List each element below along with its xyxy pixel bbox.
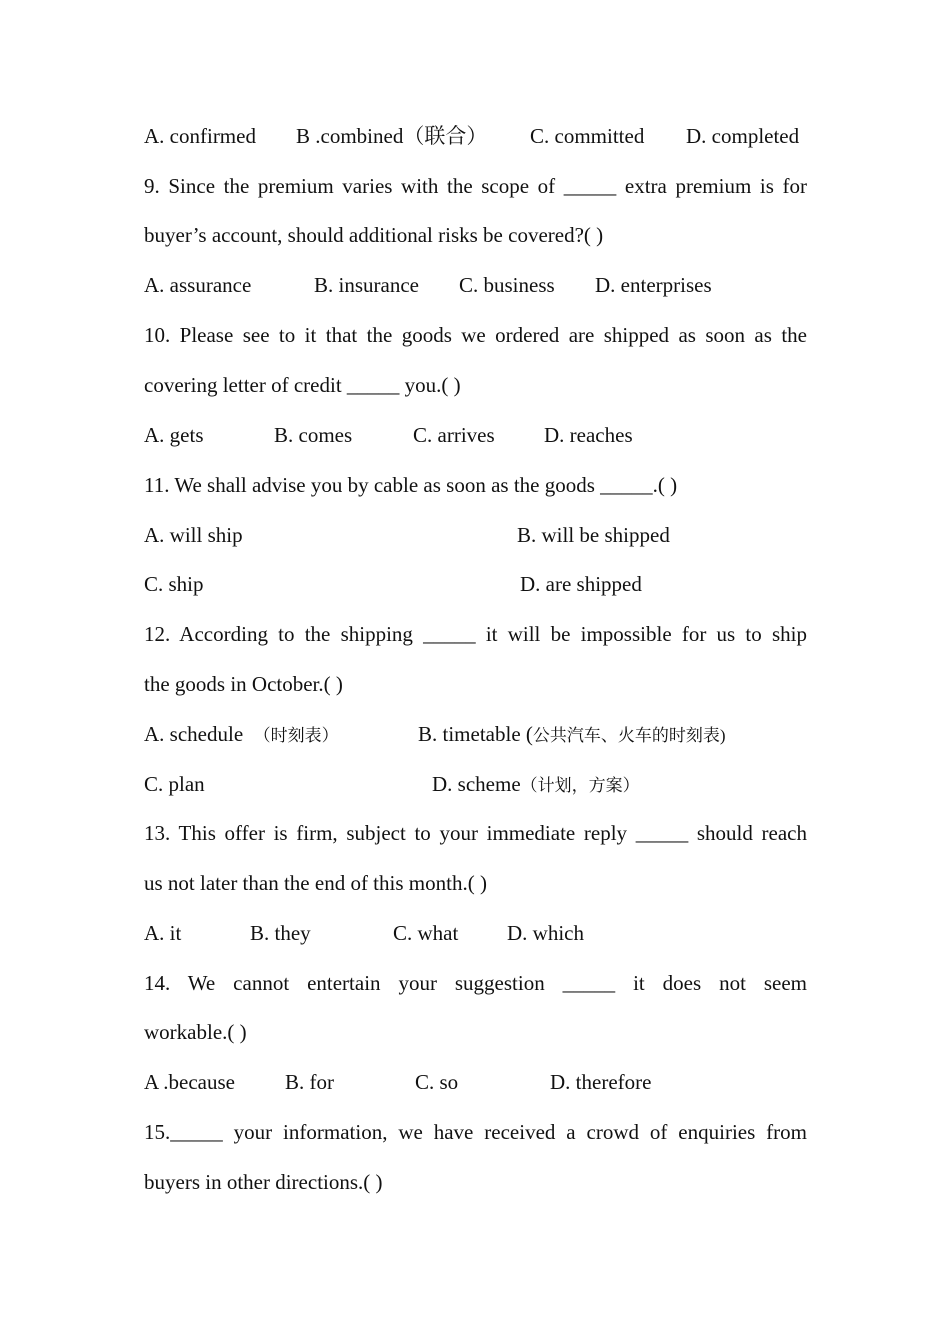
q13-option-c: C. what [393, 921, 459, 945]
q12-option-d [432, 769, 640, 801]
q8-options [144, 121, 807, 151]
q12-options-row-2 [144, 769, 807, 799]
q14-option-c: C. so [415, 1070, 459, 1094]
q13-options [144, 918, 807, 948]
q14-options [144, 1067, 807, 1097]
q11-text-line-1: 11. We shall advise you by cable as soon as the goods _____.( ) [144, 473, 678, 497]
q13-text-line-2: us not later than the end of this month.( ) [144, 871, 487, 895]
q10-option-a: A. gets [144, 423, 204, 447]
q13-option-a: A. it [144, 921, 182, 945]
q12-text-line-1: 12. According to the shipping _____ it will be impossible for us to ship [144, 622, 807, 646]
q9-options [144, 270, 807, 300]
q13-text-line-1: 13. This offer is firm, subject to your immediate reply _____ should reach [144, 821, 807, 845]
q9-option-d: D. enterprises [595, 273, 712, 297]
q9-text-line-1: 9. Since the premium varies with the scope of _____ extra premium is for [144, 174, 807, 198]
q10-options [144, 420, 807, 450]
q12-option-d-note: （计划，方案） [520, 776, 640, 795]
q10-option-b: B. comes [274, 423, 353, 447]
q12-option-b [418, 719, 726, 751]
q12-option-a-note: （时刻表） [253, 726, 339, 745]
q10-option-c: C. arrives [413, 423, 495, 447]
q14-text-line-1: 14. We cannot entertain your suggestion _____ it does not seem [144, 971, 807, 995]
q12-option-a-label: A. schedule [144, 722, 244, 746]
q9-option-b: B. insurance [314, 273, 419, 297]
q12-option-b-note: 公共汽车、火车的时刻表 [532, 726, 720, 745]
q10-text-line-2: covering letter of credit _____ you.( ) [144, 373, 461, 397]
q10-text-line-1: 10. Please see to it that the goods we ordered are shipped as soon as the [144, 323, 807, 347]
q12-options-row-1 [144, 719, 807, 749]
q15-text-line-2: buyers in other directions.( ) [144, 1170, 383, 1194]
q9-option-c: C. business [459, 273, 555, 297]
q13-option-d: D. which [507, 921, 584, 945]
q11-option-c: C. ship [144, 572, 204, 596]
q14-option-b: B. for [285, 1070, 334, 1094]
q8-option-c: C. committed [530, 124, 645, 148]
q15-text-line-1: 15._____ your information, we have received a crowd of enquiries from [144, 1120, 807, 1144]
q12-option-a [144, 719, 339, 751]
q10-option-d: D. reaches [544, 423, 633, 447]
q14-text-line-2: workable.( ) [144, 1020, 247, 1044]
q12-text-line-2: the goods in October.( ) [144, 672, 343, 696]
q13-option-b: B. they [250, 921, 311, 945]
q12-option-b-close: ) [719, 726, 726, 745]
q8-option-d: D. completed [686, 124, 800, 148]
q12-option-c: C. plan [144, 772, 205, 796]
q9-text-line-2: buyer’s account, should additional risks be covered?( ) [144, 223, 604, 247]
q14-option-a: A .because [144, 1070, 235, 1094]
q11-options-row-2 [144, 569, 807, 599]
q8-option-a: A. confirmed [144, 124, 256, 148]
q9-option-a: A. assurance [144, 273, 252, 297]
q8-option-b: B .combined（联合） [296, 124, 488, 148]
q14-option-d: D. therefore [550, 1070, 652, 1094]
q11-option-d: D. are shipped [520, 572, 642, 596]
q12-option-d-label: D. scheme [432, 772, 521, 796]
q12-option-b-label: B. timetable ( [418, 722, 533, 746]
q11-options-row-1 [144, 520, 807, 550]
q11-option-b: B. will be shipped [517, 523, 670, 547]
q11-option-a: A. will ship [144, 523, 243, 547]
